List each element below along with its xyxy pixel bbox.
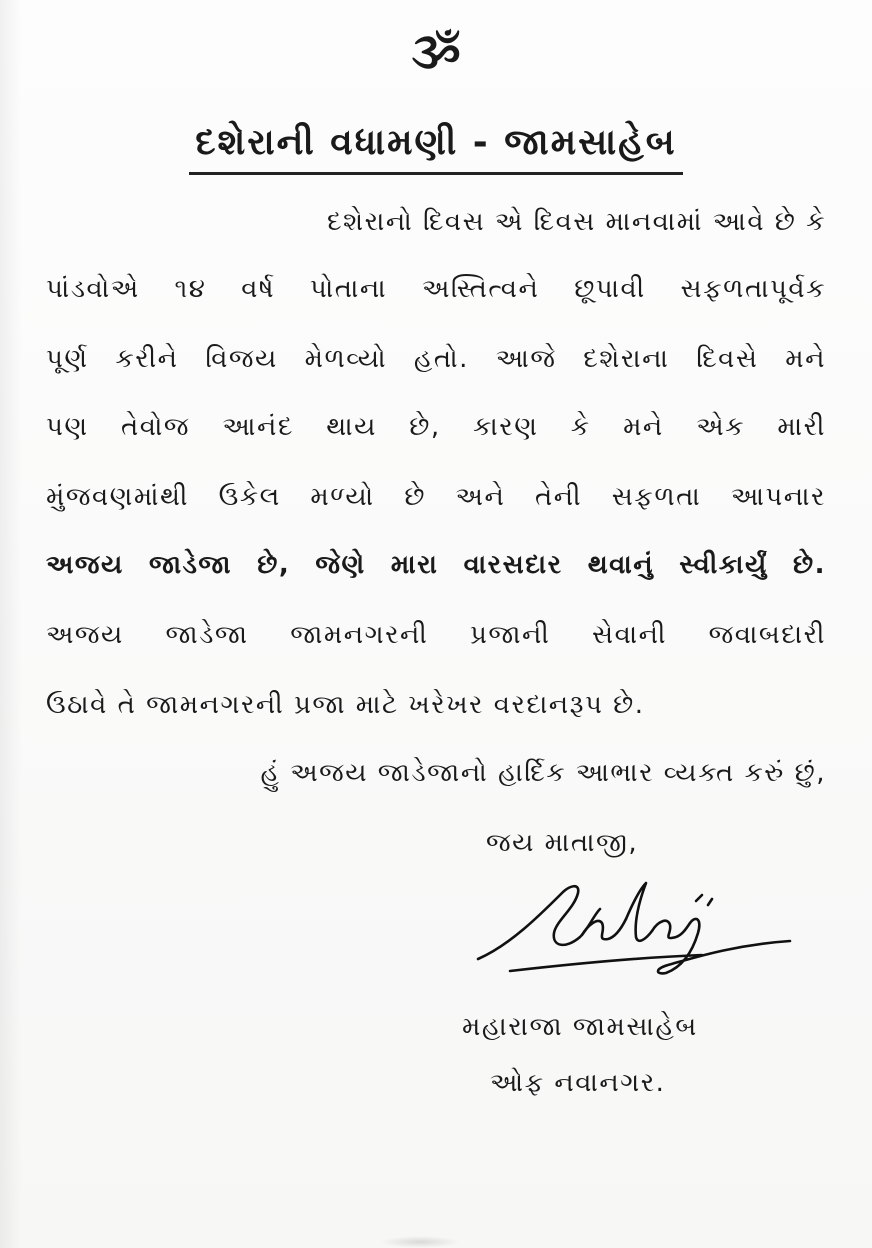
signatory-place: ઓફ નવાનગર. — [490, 1068, 666, 1098]
signature-drawing — [470, 875, 800, 985]
om-symbol: ૐ — [411, 25, 461, 79]
paragraph-line-8: ઉઠાવે તે જામનગરની પ્રજા માટે ખરેખર વરદાનરૂપ છે. — [46, 690, 645, 720]
letter-title: દશેરાની વધામણી - જામસાહેબ — [189, 118, 682, 175]
paragraph-line-2: પાંડવોએ ૧૪ વર્ષ પોતાના અસ્તિત્વને છૂપાવી સફળતાપૂર્વક — [46, 274, 826, 304]
paragraph-line-4: પણ તેવોજ આનંદ થાય છે, કારણ કે મને એક મારી — [46, 412, 826, 442]
page-edge-shadow — [380, 1236, 460, 1248]
paragraph-line-9: હું અજય જાડેજાનો હાર્દિક આભાર વ્યક્ત કરું છું, — [260, 758, 826, 788]
letter-title-wrap — [0, 118, 872, 175]
paragraph-line-3: પૂર્ણ કરીને વિજય મેળવ્યો હતો. આજે દશેરાના દિવસે મને — [46, 344, 826, 374]
signature — [470, 875, 800, 985]
signatory-name: મહારાજા જામસાહેબ — [462, 1012, 698, 1042]
paragraph-line-1: દશેરાનો દિવસ એ દિવસ માનવામાં આવે છે કે — [327, 207, 826, 237]
closing-greeting: જય માતાજી, — [486, 828, 639, 858]
paragraph-line-7: અજય જાડેજા જામનગરની પ્રજાની સેવાની જવાબદારી — [46, 620, 826, 650]
paragraph-line-6: અજય જાડેજા છે, જેણે મારા વારસદાર થવાનું સ્વીકાર્યું છે. — [46, 550, 826, 580]
paragraph-line-5: મુંજવણમાંથી ઉકેલ મળ્યો છે અને તેની સફળતા આપનાર — [46, 482, 826, 512]
